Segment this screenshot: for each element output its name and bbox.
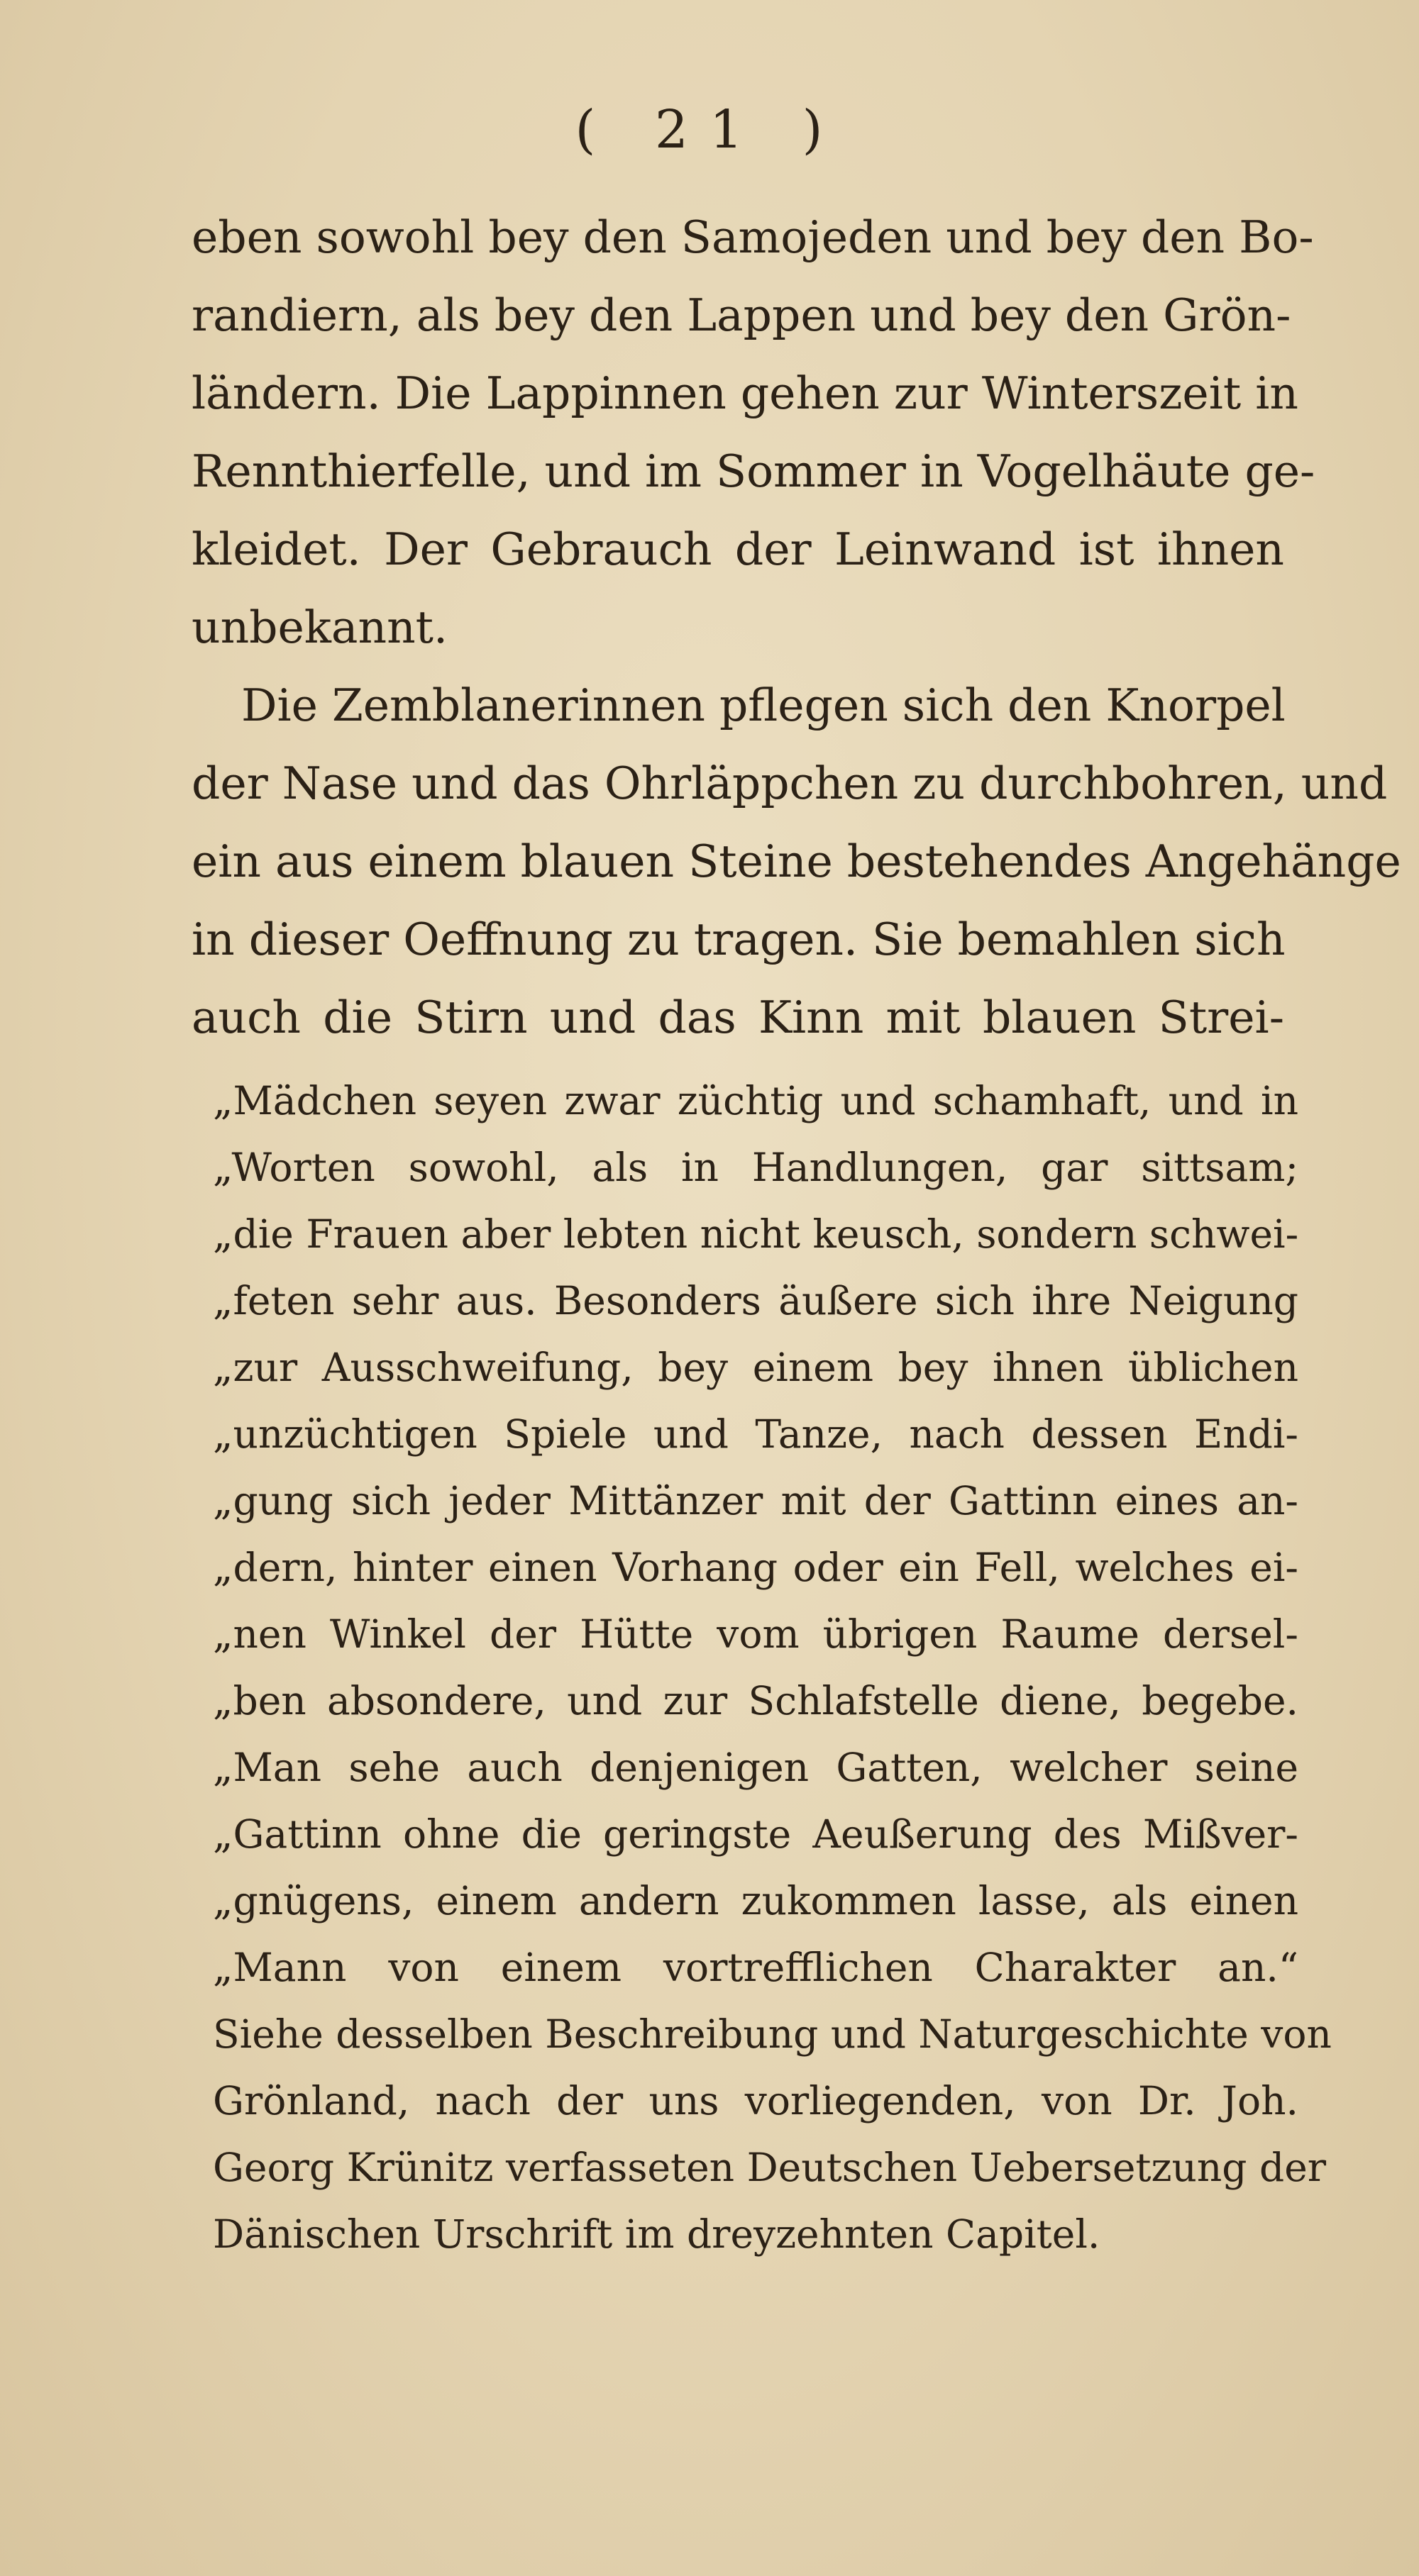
main-text-line: ein aus einem blauen Steine bestehendes Angehänge — [192, 835, 1401, 887]
footnote-line: „Gattinn ohne die geringste Aeußerung des Mißver- — [213, 1811, 1298, 1857]
footnote-block — [213, 1067, 1332, 2267]
footnote-line: „Worten sowohl, als in Handlungen, gar sittsam; — [213, 1145, 1298, 1190]
page-number: ( 21 ) — [575, 99, 844, 160]
footnote-line: „nen Winkel der Hütte vom übrigen Raume dersel- — [213, 1611, 1298, 1657]
footnote-line: „Man sehe auch denjenigen Gatten, welcher seine — [213, 1745, 1298, 1790]
main-text-line: Rennthierfelle, und im Sommer in Vogelhäute ge- — [192, 445, 1315, 497]
footnote-line: „zur Ausschweifung, bey einem bey ihnen üblichen — [213, 1345, 1298, 1390]
footnote-line: „unzüchtigen Spiele und Tanze, nach dessen Endi- — [213, 1411, 1298, 1457]
footnote-line: Grönland, nach der uns vorliegenden, von Dr. Joh. — [213, 2078, 1298, 2123]
main-text-line: kleidet. Der Gebrauch der Leinwand ist ihnen — [192, 523, 1284, 575]
footnote-line: „gnügens, einem andern zukommen lasse, als einen — [213, 1878, 1298, 1923]
footnote-line: „ben absondere, und zur Schlafstelle diene, begebe. — [213, 1678, 1298, 1723]
footnote-line: „dern, hinter einen Vorhang oder ein Fell, welches ei- — [213, 1545, 1298, 1590]
footnote-line: Dänischen Urschrift im dreyzehnten Capitel. — [213, 2211, 1100, 2257]
footnote-line: Siehe desselben Beschreibung und Naturgeschichte von — [213, 2011, 1332, 2057]
footnote-line: „gung sich jeder Mittänzer mit der Gattinn eines an- — [213, 1478, 1298, 1523]
main-text-line: Die Zemblanerinnen pflegen sich den Knorpel — [241, 679, 1286, 731]
main-text-line: unbekannt. — [192, 601, 448, 653]
main-text-line: eben sowohl bey den Samojeden und bey den Bo- — [192, 211, 1314, 263]
main-text-line: der Nase und das Ohrläppchen zu durchbohren, und — [192, 757, 1388, 809]
footnote-line: „Mann von einem vortrefflichen Charakter an.“ — [213, 1945, 1298, 1990]
footnote-line: „die Frauen aber lebten nicht keusch, sondern schwei- — [213, 1211, 1299, 1257]
main-text-line: ländern. Die Lappinnen gehen zur Winterszeit in — [192, 367, 1298, 419]
footnote-line: „feten sehr aus. Besonders äußere sich ihre Neigung — [213, 1278, 1298, 1323]
footnote-line: Georg Krünitz verfasseten Deutschen Uebersetzung der — [213, 2145, 1327, 2190]
main-text-block — [192, 199, 1401, 1057]
footnote-line: „Mädchen seyen zwar züchtig und schamhaft, und in — [213, 1078, 1298, 1123]
main-text-line: in dieser Oeffnung zu tragen. Sie bemahlen sich — [192, 914, 1286, 965]
main-text-line: randiern, als bey den Lappen und bey den Grön- — [192, 289, 1291, 341]
main-text-line: auch die Stirn und das Kinn mit blauen Strei- — [192, 992, 1284, 1043]
